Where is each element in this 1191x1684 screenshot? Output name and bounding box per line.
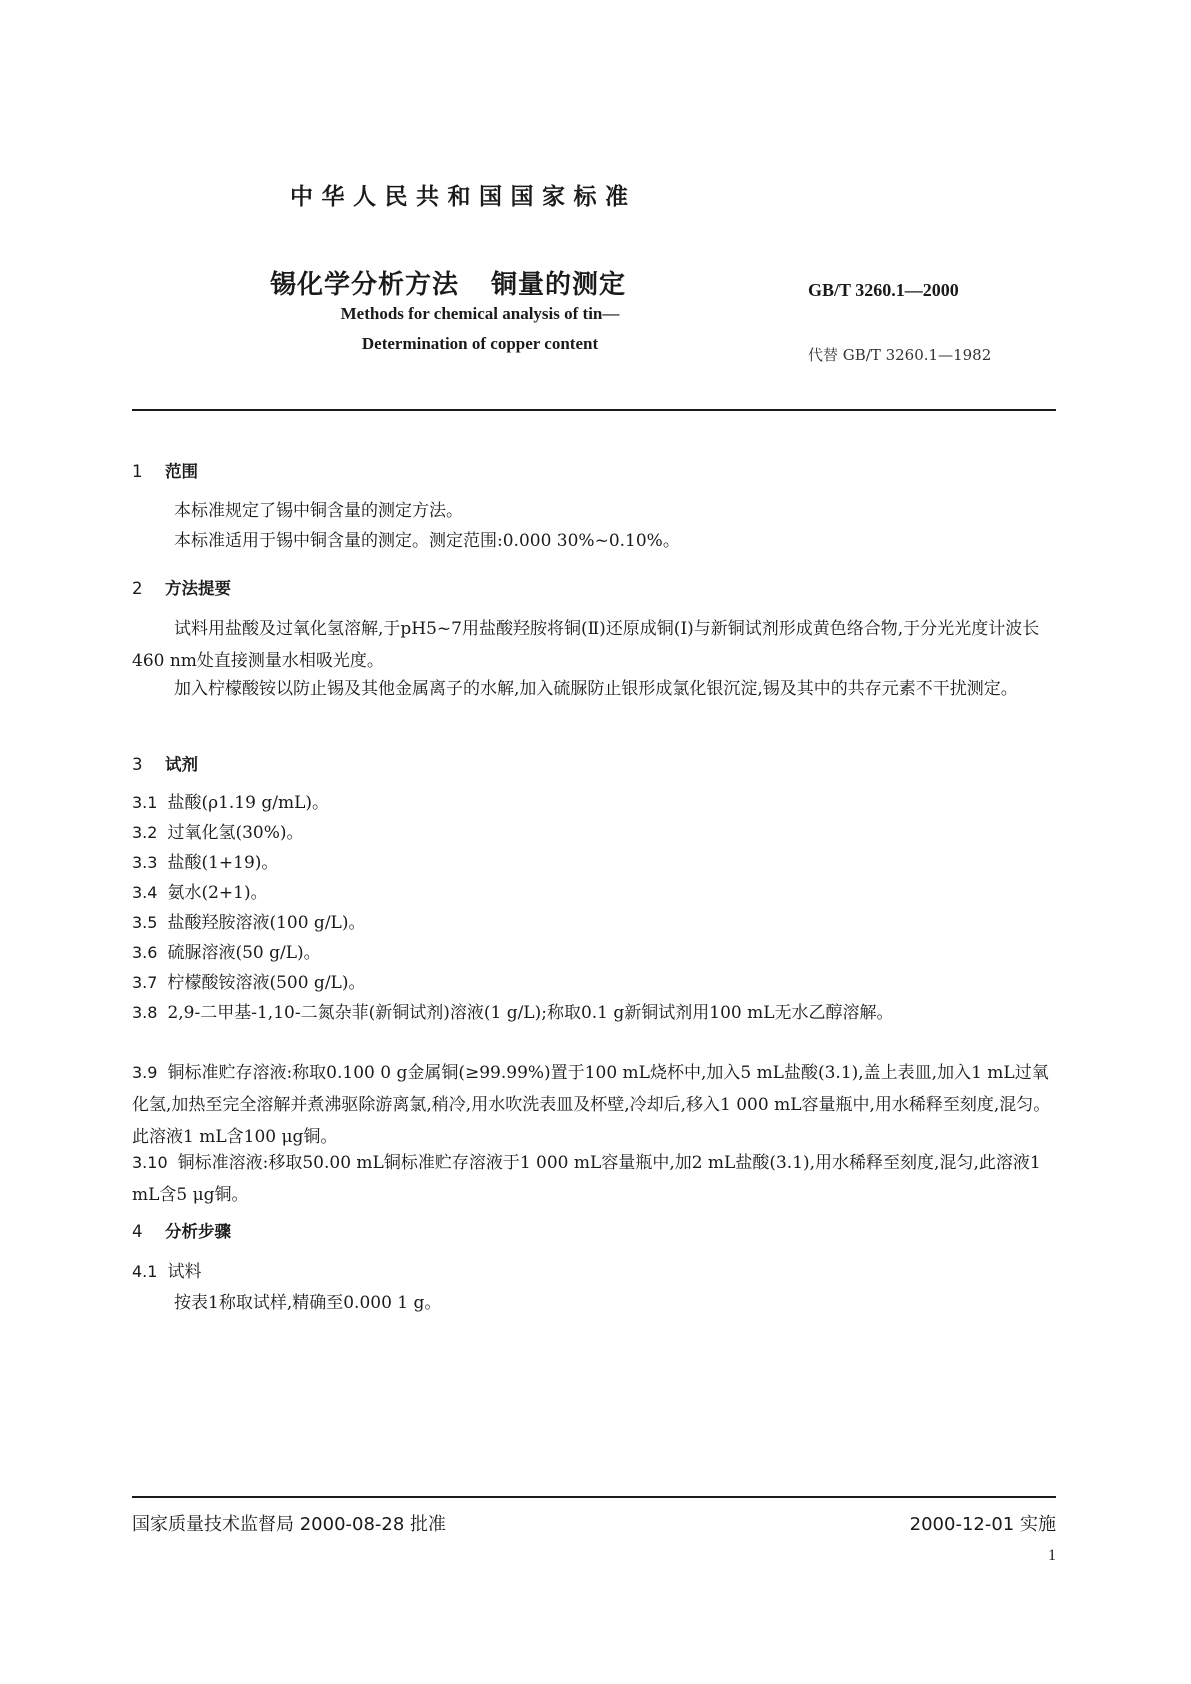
section-1-heading: 1 范围 — [132, 462, 198, 481]
reagent-item: 3.7 柠檬酸铵溶液(500 g/L)。 — [132, 973, 366, 993]
title-cn-part2: 铜量的测定 — [491, 270, 627, 300]
header-divider — [132, 409, 1056, 411]
document-title-en-line1: Methods for chemical analysis of tin— — [340, 304, 620, 323]
section-2-para-2: 加入柠檬酸铵以防止锡及其他金属离子的水解,加入硫脲防止银形成氯化银沉淀,锡及其中的共存元素不干扰测定。 — [174, 679, 1018, 699]
document-title-en-line2: Determination of copper content — [361, 334, 599, 353]
reagent-item: 3.10 铜标准溶液:移取50.00 mL铜标准贮存溶液于1 000 mL容量瓶中,加2 mL盐酸(3.1),用水稀释至刻度,混匀,此溶液1 mL含5 μg铜。 — [132, 1153, 1041, 1205]
reagent-item: 3.1 盐酸(ρ1.19 g/mL)。 — [132, 793, 329, 813]
replaces-standard: 代替 GB/T 3260.1—1982 — [808, 346, 992, 364]
reagent-item: 3.2 过氧化氢(30%)。 — [132, 823, 304, 843]
document-title-cn — [270, 264, 626, 301]
approval-line: 国家质量技术监督局 2000-08-28 批准 — [132, 1514, 447, 1535]
reagent-item: 3.5 盐酸羟胺溶液(100 g/L)。 — [132, 913, 366, 933]
reagent-item: 3.6 硫脲溶液(50 g/L)。 — [132, 943, 321, 963]
title-cn-part1: 锡化学分析方法 — [270, 270, 460, 300]
reagent-item: 3.9 铜标准贮存溶液:称取0.100 0 g金属铜(≥99.99%)置于100 mL烧杯中,加入5 mL盐酸(3.1),盖上表皿,加入1 mL过氧化氢,加热至完全溶解并煮沸驱除游离氯,稍冷,用水吹洗表皿及杯壁,冷却后,移入1 000 mL容量瓶中,用水稀释至刻度,混匀。此溶液1 mL含100 μg铜。 — [132, 1063, 1051, 1147]
reagent-item: 3.8 2,9-二甲基-1,10-二氮杂菲(新铜试剂)溶液(1 g/L);称取0.1 g新铜试剂用100 mL无水乙醇溶解。 — [132, 1003, 894, 1023]
page-number: 1 — [1048, 1547, 1056, 1564]
section-3-heading: 3 试剂 — [132, 755, 198, 774]
section-2-heading: 2 方法提要 — [132, 579, 231, 598]
section-1-para-2: 本标准适用于锡中铜含量的测定。测定范围:0.000 30%~0.10%。 — [174, 531, 680, 551]
standard-number: GB/T 3260.1—2000 — [808, 280, 959, 300]
implementation-date: 2000-12-01 实施 — [909, 1514, 1056, 1535]
section-4-heading: 4 分析步骤 — [132, 1222, 231, 1241]
section-4-1-para: 按表1称取试样,精确至0.000 1 g。 — [174, 1293, 442, 1313]
footer-divider — [132, 1496, 1056, 1498]
reagent-item: 3.4 氨水(2+1)。 — [132, 883, 268, 903]
country-standard-heading: 中华人民共和国国家标准 — [290, 184, 637, 210]
section-2-para-1: 试料用盐酸及过氧化氢溶解,于pH5~7用盐酸羟胺将铜(Ⅱ)还原成铜(Ⅰ)与新铜试剂形成黄色络合物,于分光光度计波长460 nm处直接测量水相吸光度。 — [132, 619, 1040, 671]
section-1-para-1: 本标准规定了锡中铜含量的测定方法。 — [174, 501, 463, 521]
subsection-4-1-heading: 4.1 试料 — [132, 1262, 202, 1282]
reagent-item: 3.3 盐酸(1+19)。 — [132, 853, 279, 873]
